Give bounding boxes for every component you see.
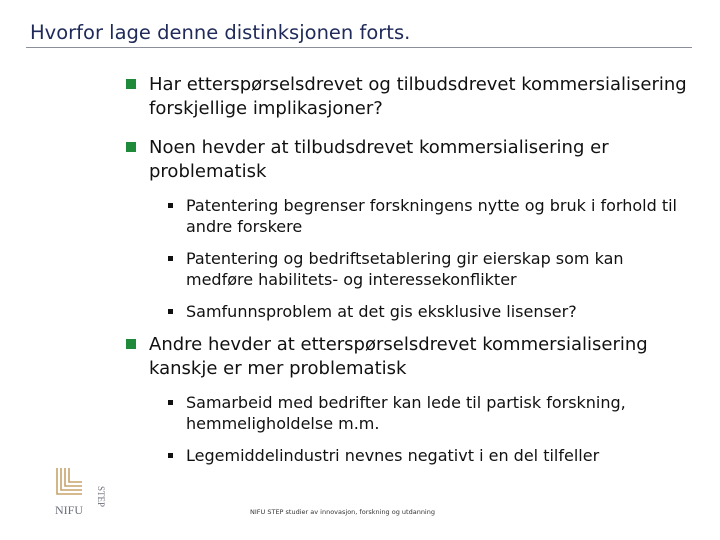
slide-content	[124, 73, 694, 477]
green-square-bullet-icon	[126, 339, 136, 349]
small-square-bullet-icon	[168, 256, 173, 261]
sub-bullet	[164, 301, 694, 322]
bullet-1-text: Har etterspørselsdrevet og tilbudsdrevet kommersialisering forskjellige implikasjoner?	[149, 74, 687, 119]
green-square-bullet-icon	[126, 142, 136, 152]
sub-bullet	[164, 445, 694, 466]
small-square-bullet-icon	[168, 203, 173, 208]
bullet-3-subitems	[124, 392, 694, 466]
small-square-bullet-icon	[168, 309, 173, 314]
sub-bullet	[164, 392, 694, 434]
small-square-bullet-icon	[168, 400, 173, 405]
bullet-2-subitems	[124, 195, 694, 322]
bullet-3-text: Andre hevder at etterspørselsdrevet kommersialisering kanskje er mer problematisk	[149, 334, 648, 379]
footer-tagline: NIFU STEP studier av innovasjon, forskning og utdanning	[250, 508, 435, 516]
small-square-bullet-icon	[168, 453, 173, 458]
bullet-2	[124, 136, 694, 183]
svg-text:STEP: STEP	[96, 486, 106, 508]
sub-bullet-text: Patentering og bedriftsetablering gir eierskap som kan medføre habilitets- og interessekonflikter	[186, 249, 624, 289]
sub-bullet	[164, 248, 694, 290]
sub-bullet-text: Samarbeid med bedrifter kan lede til partisk forskning, hemmeligholdelse m.m.	[186, 393, 626, 433]
nifu-step-logo	[54, 464, 106, 520]
green-square-bullet-icon	[126, 79, 136, 89]
slide-title: Hvorfor lage denne distinksjonen forts.	[30, 21, 411, 44]
title-divider	[26, 47, 692, 48]
sub-bullet-text: Legemiddelindustri nevnes negativt i en del tilfeller	[186, 446, 600, 465]
sub-bullet-text: Patentering begrenser forskningens nytte og bruk i forhold til andre forskere	[186, 196, 677, 236]
bullet-1	[124, 73, 694, 120]
svg-text:NIFU: NIFU	[55, 503, 84, 517]
sub-bullet	[164, 195, 694, 237]
bullet-3	[124, 333, 694, 380]
bullet-2-text: Noen hevder at tilbudsdrevet kommersialisering er problematisk	[149, 137, 609, 182]
sub-bullet-text: Samfunnsproblem at det gis eksklusive lisenser?	[186, 302, 577, 321]
